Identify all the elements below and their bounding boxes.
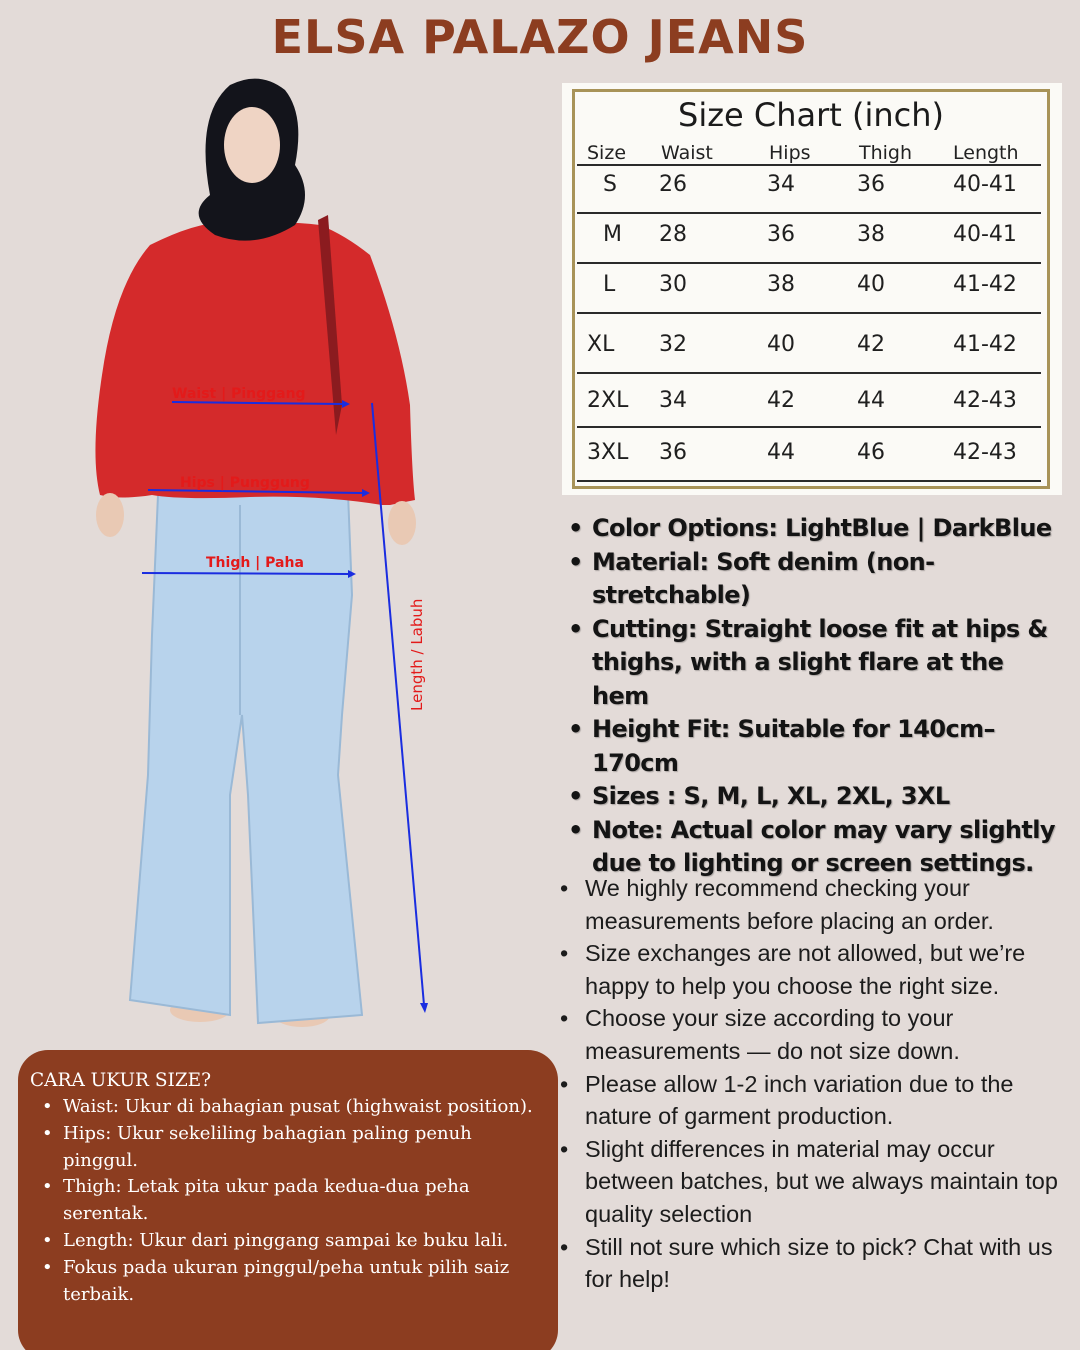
size-chart-value-cell: 34 bbox=[659, 388, 687, 413]
size-chart-value-cell: 42 bbox=[767, 388, 795, 413]
size-chart-value-cell: 44 bbox=[857, 388, 885, 413]
size-chart-value-cell: 36 bbox=[659, 440, 687, 465]
size-chart-value-cell: 40 bbox=[857, 272, 885, 297]
how-to-measure-item: • Hips: Ukur sekeliling bahagian paling penuh pinggul. bbox=[30, 1121, 542, 1175]
size-chart-value-cell: 38 bbox=[857, 222, 885, 247]
page-title: ELSA PALAZO JEANS bbox=[271, 10, 809, 64]
size-chart-header: Waist bbox=[661, 142, 713, 164]
size-chart-rule bbox=[577, 426, 1041, 428]
length-arrow-head bbox=[420, 1003, 428, 1013]
how-to-measure-list bbox=[30, 1094, 542, 1308]
model-illustration bbox=[80, 75, 480, 1045]
size-chart-value-cell: 38 bbox=[767, 272, 795, 297]
size-chart-value-cell: 40-41 bbox=[953, 222, 1017, 247]
size-chart-value-cell: 40 bbox=[767, 332, 795, 357]
size-chart-rule bbox=[577, 312, 1041, 314]
size-chart-value-cell: 26 bbox=[659, 172, 687, 197]
sweater bbox=[95, 223, 415, 506]
size-chart-rule bbox=[577, 212, 1041, 214]
size-chart-value-cell: 46 bbox=[857, 440, 885, 465]
size-chart-grid bbox=[575, 92, 1047, 486]
size-chart bbox=[562, 83, 1062, 495]
feature-item: • Note: Actual color may vary slightly due to lighting or screen settings. bbox=[566, 814, 1066, 881]
hips-label: Hips | Punggung bbox=[180, 475, 310, 491]
size-chart-value-cell: 36 bbox=[857, 172, 885, 197]
size-chart-value-cell: 42-43 bbox=[953, 388, 1017, 413]
note-item: • Please allow 1-2 inch variation due to the nature of garment production. bbox=[558, 1068, 1070, 1133]
size-chart-size-cell: XL bbox=[587, 332, 615, 357]
size-chart-value-cell: 41-42 bbox=[953, 272, 1017, 297]
size-chart-value-cell: 30 bbox=[659, 272, 687, 297]
left-hand bbox=[96, 493, 124, 537]
size-chart-value-cell: 40-41 bbox=[953, 172, 1017, 197]
length-label: Length / Labuh bbox=[408, 598, 426, 711]
model-figure bbox=[80, 75, 480, 1045]
size-chart-value-cell: 42 bbox=[857, 332, 885, 357]
size-chart-value-cell: 41-42 bbox=[953, 332, 1017, 357]
how-to-measure-title: CARA UKUR SIZE? bbox=[30, 1070, 212, 1091]
feature-item: • Color Options: LightBlue | DarkBlue bbox=[566, 512, 1066, 546]
waist-label: Waist | Pinggang bbox=[172, 386, 306, 402]
feature-item: • Height Fit: Suitable for 140cm–170cm bbox=[566, 713, 1066, 780]
note-item: • Slight differences in material may occur between batches, but we always maintain top quality selection bbox=[558, 1133, 1070, 1231]
size-chart-header: Length bbox=[953, 142, 1019, 164]
note-item: • Size exchanges are not allowed, but we’re happy to help you choose the right size. bbox=[558, 937, 1070, 1002]
size-chart-rule bbox=[577, 164, 1041, 166]
how-to-measure-item: • Waist: Ukur di bahagian pusat (highwaist position). bbox=[30, 1094, 542, 1121]
thigh-arrow bbox=[142, 573, 348, 574]
note-item: • Still not sure which size to pick? Chat with us for help! bbox=[558, 1231, 1070, 1296]
how-to-measure-item: • Thigh: Letak pita ukur pada kedua-dua peha serentak. bbox=[30, 1174, 542, 1228]
feature-list bbox=[566, 512, 1066, 881]
note-item: • Choose your size according to your measurements — do not size down. bbox=[558, 1002, 1070, 1067]
size-chart-size-cell: 3XL bbox=[587, 440, 629, 465]
size-chart-size-cell: 2XL bbox=[587, 388, 629, 413]
size-chart-value-cell: 32 bbox=[659, 332, 687, 357]
how-to-measure-item: • Length: Ukur dari pinggang sampai ke buku lali. bbox=[30, 1228, 542, 1255]
size-chart-title: Size Chart (inch) bbox=[678, 96, 944, 134]
how-to-measure-item: • Fokus pada ukuran pinggul/peha untuk pilih saiz terbaik. bbox=[30, 1255, 542, 1309]
size-chart-frame bbox=[572, 89, 1050, 489]
size-chart-rule bbox=[577, 372, 1041, 374]
size-chart-size-cell: L bbox=[603, 272, 616, 297]
right-hand bbox=[388, 501, 416, 545]
note-item: • We highly recommend checking your measurements before placing an order. bbox=[558, 872, 1070, 937]
feature-item: • Material: Soft denim (non-stretchable) bbox=[566, 546, 1066, 613]
thigh-label: Thigh | Paha bbox=[206, 555, 304, 571]
notes-list bbox=[558, 872, 1070, 1296]
size-chart-value-cell: 42-43 bbox=[953, 440, 1017, 465]
size-chart-value-cell: 28 bbox=[659, 222, 687, 247]
size-chart-value-cell: 44 bbox=[767, 440, 795, 465]
size-chart-header: Thigh bbox=[859, 142, 913, 164]
size-chart-header: Hips bbox=[769, 142, 811, 164]
size-chart-value-cell: 36 bbox=[767, 222, 795, 247]
face bbox=[224, 107, 280, 183]
size-chart-rule bbox=[577, 262, 1041, 264]
feature-item: • Sizes : S, M, L, XL, 2XL, 3XL bbox=[566, 780, 1066, 814]
how-to-measure-box bbox=[18, 1050, 558, 1350]
size-chart-rule bbox=[577, 480, 1041, 482]
size-chart-value-cell: 34 bbox=[767, 172, 795, 197]
size-chart-size-cell: M bbox=[603, 222, 622, 247]
size-chart-header: Size bbox=[587, 142, 627, 164]
size-chart-size-cell: S bbox=[603, 172, 617, 197]
feature-item: • Cutting: Straight loose fit at hips & thighs, with a slight flare at the hem bbox=[566, 613, 1066, 714]
